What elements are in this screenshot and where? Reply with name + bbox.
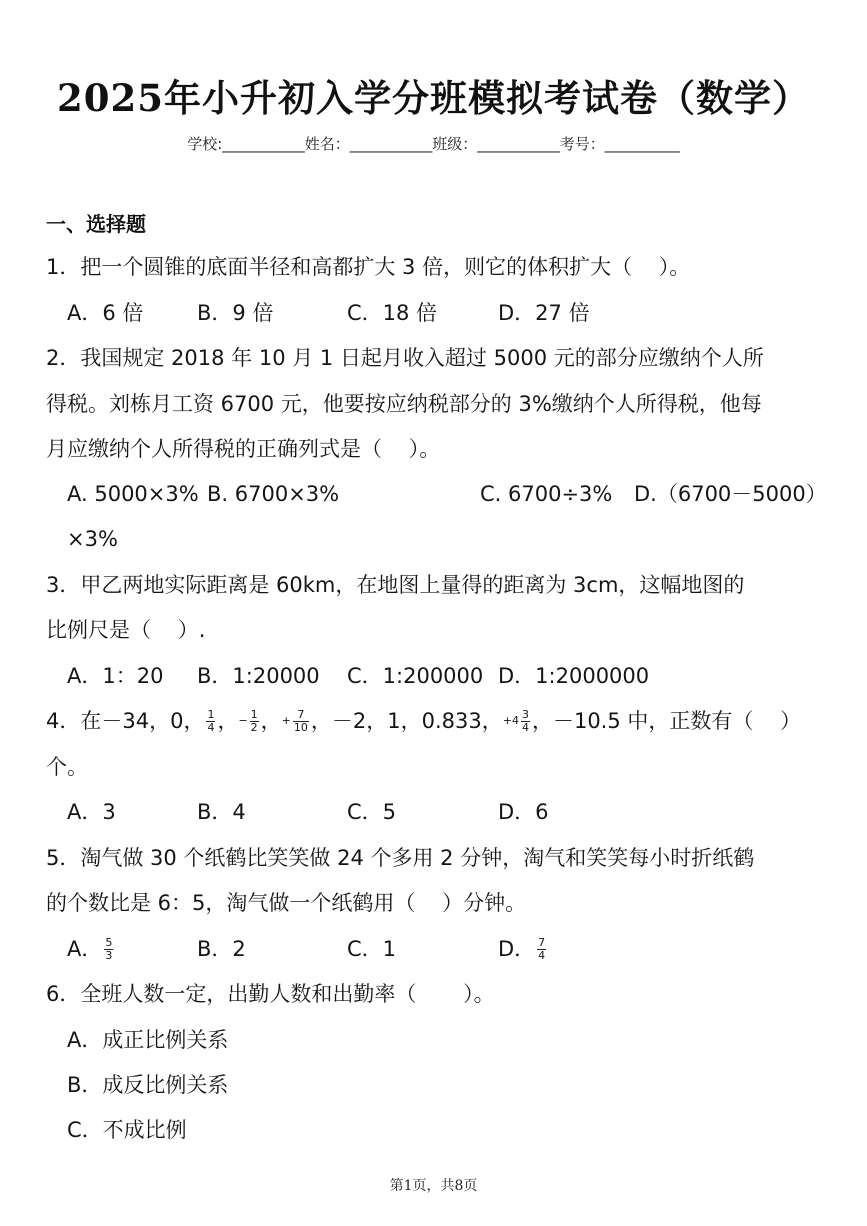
name-label: 姓名： xyxy=(304,135,350,153)
q4-middle: ，－2，1，0.833， xyxy=(310,709,503,733)
q6-option-c: C．不成比例 xyxy=(67,1118,187,1142)
question-2-line-3: 月应缴纳个人所得税的正确列式是（ ）。 xyxy=(46,437,441,461)
q3-option-a: A．1：20 xyxy=(67,664,164,688)
question-2-line-1: 2．我国规定 2018 年 10 月 1 日起月收入超过 5000 元的部分应缴纳个人所 xyxy=(46,346,764,370)
q1-option-a: A．6 倍 xyxy=(67,301,144,325)
q5-option-d-denominator: 4 xyxy=(538,948,546,962)
q4-fraction-4-denominator: 4 xyxy=(521,720,529,734)
q5-option-a xyxy=(67,934,115,964)
q2-option-b: B. 6700×3% xyxy=(207,482,340,506)
q4-fraction-3-numerator: 7 xyxy=(293,709,309,722)
question-3-line-1: 3．甲乙两地实际距离是 60km，在地图上量得的距离为 3cm，这幅地图的 xyxy=(46,573,745,597)
q4-option-a: A．3 xyxy=(67,800,116,824)
q4-fraction-2 xyxy=(250,709,259,734)
q3-option-b: B．1:20000 xyxy=(197,664,320,688)
q4-option-c: C．5 xyxy=(347,800,397,824)
q4-fraction-1-numerator: 1 xyxy=(207,707,215,721)
q1-option-b: B．9 倍 xyxy=(197,301,274,325)
q4-suffix: ，－10.5 中，正数有（ ） xyxy=(531,709,802,733)
question-4-line-1 xyxy=(46,706,801,737)
q6-option-a: A．成正比例关系 xyxy=(67,1028,229,1052)
class-label: 班级： xyxy=(432,135,478,153)
exam-id-label: 考号： xyxy=(559,135,605,153)
q5-option-a-fraction xyxy=(104,937,113,962)
q2-option-d-continued: ×3% xyxy=(67,527,118,551)
name-blank: ___________ xyxy=(349,135,433,153)
q4-option-b: B．4 xyxy=(197,800,246,824)
q2-option-c: C. 6700÷3% xyxy=(480,482,613,506)
q3-option-d: D．1:2000000 xyxy=(498,664,650,688)
q1-option-d: D．27 倍 xyxy=(498,301,590,325)
question-2-line-2: 得税。刘栋月工资 6700 元，他要按应纳税部分的 3%缴纳个人所得税，他每 xyxy=(46,392,762,416)
q4-separator-2: ， xyxy=(260,709,282,733)
question-5-line-2: 的个数比是 6：5，淘气做一个纸鹤用（ ）分钟。 xyxy=(46,891,527,915)
school-blank: ___________ xyxy=(222,135,305,153)
q4-fraction-1-denominator: 4 xyxy=(207,720,215,734)
q4-prefix: 4．在－34，0， xyxy=(46,709,205,733)
q5-option-a-numerator: 5 xyxy=(105,935,113,949)
question-3-line-2: 比例尺是（ ）. xyxy=(46,618,206,642)
section-heading: 一、选择题 xyxy=(46,212,146,236)
exam-title: 2025年小升初入学分班模拟考试卷（数学） xyxy=(57,76,810,120)
question-5-line-1: 5．淘气做 30 个纸鹤比笑笑做 24 个多用 2 分钟，淘气和笑笑每小时折纸鹤 xyxy=(46,846,755,870)
q4-fraction-2-numerator: 1 xyxy=(250,707,258,721)
q4-fraction-2-denominator: 2 xyxy=(250,720,258,734)
q4-fraction-1 xyxy=(206,709,215,734)
q1-option-c: C．18 倍 xyxy=(347,301,438,325)
q6-option-b: B．成反比例关系 xyxy=(67,1073,229,1097)
q2-option-a: A. 5000×3% xyxy=(67,482,199,506)
q4-separator-1: ， xyxy=(217,709,239,733)
class-blank: ___________ xyxy=(477,135,560,153)
page-footer: 第1页，共8页 xyxy=(389,1178,478,1194)
q5-option-d-numerator: 7 xyxy=(538,935,546,949)
q4-option-d: D．6 xyxy=(498,800,549,824)
student-info-line xyxy=(0,133,867,154)
q4-fraction-4 xyxy=(521,709,530,734)
q3-option-c: C．1:200000 xyxy=(347,664,484,688)
question-4-line-2: 个。 xyxy=(46,755,88,779)
q5-option-c: C．1 xyxy=(347,937,397,961)
q2-option-d: D.（6700－5000） xyxy=(634,482,827,506)
q5-option-d-label: D． xyxy=(498,937,536,961)
q5-option-a-label: A． xyxy=(67,937,103,961)
q5-option-d-fraction xyxy=(537,937,546,962)
q5-option-b: B．2 xyxy=(197,937,246,961)
q4-negative-sign: − xyxy=(238,714,248,727)
q5-option-a-denominator: 3 xyxy=(105,948,113,962)
question-6-text: 6．全班人数一定，出勤人数和出勤率（ ）。 xyxy=(46,982,495,1006)
q4-mixed-number-integer: +4 xyxy=(502,714,519,727)
q4-fraction-4-numerator: 3 xyxy=(521,707,529,721)
school-label: 学校: xyxy=(187,135,223,153)
q5-option-d xyxy=(498,934,548,964)
exam-id-blank: __________ xyxy=(604,135,680,153)
question-1-text: 1．把一个圆锥的底面半径和高都扩大 3 倍，则它的体积扩大（ ）。 xyxy=(46,255,691,279)
q4-fraction-3-denominator: 10 xyxy=(293,720,308,734)
q4-fraction-3 xyxy=(293,709,309,734)
q4-positive-sign: + xyxy=(281,714,291,727)
